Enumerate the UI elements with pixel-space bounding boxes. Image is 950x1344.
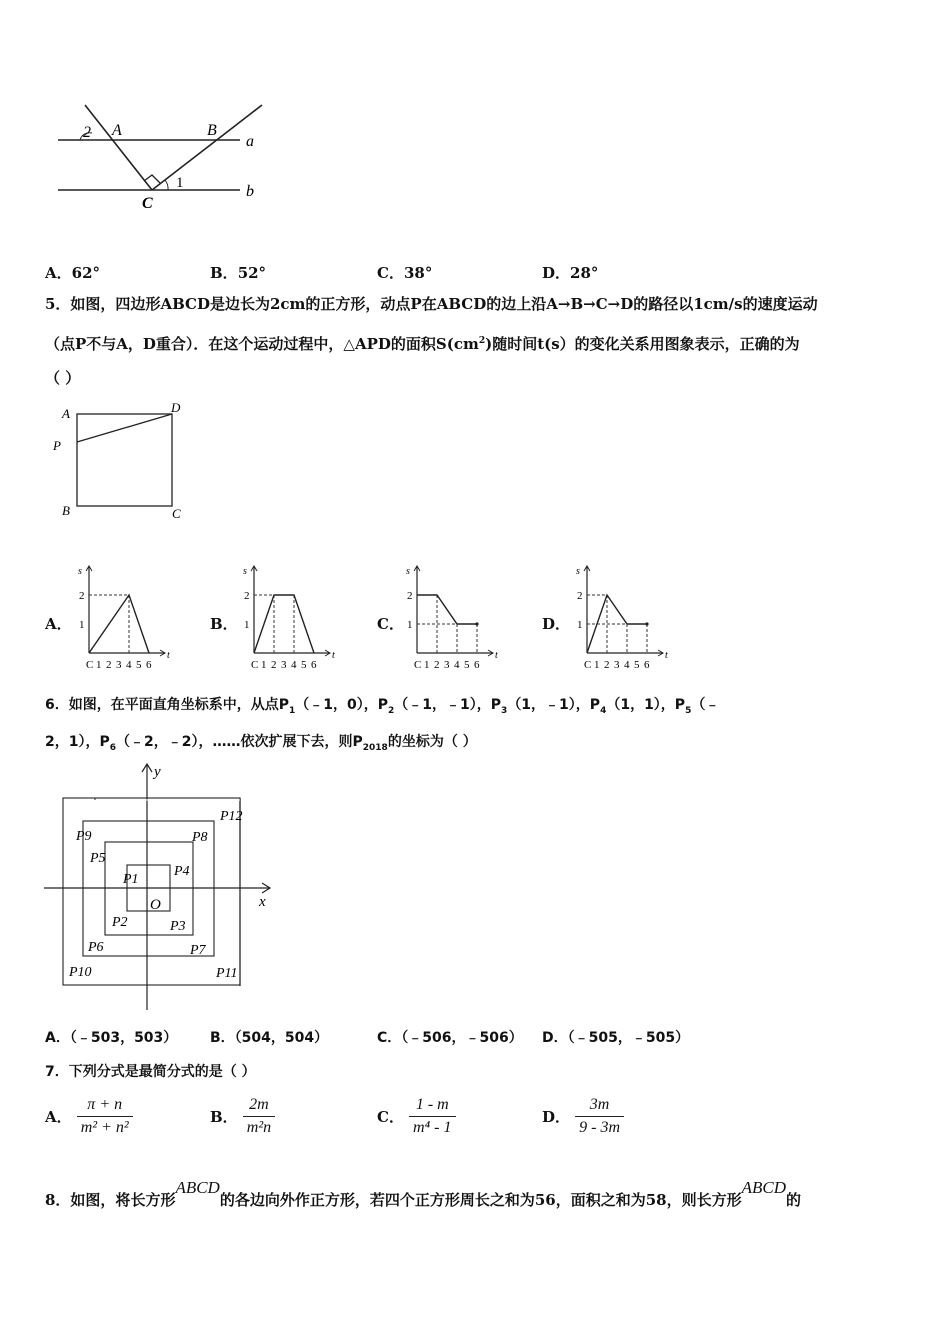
q5-line-2: （点P不与A，D重合）．在这个运动过程中，△APD的面积$S(cm^2)$随时间t(s）的变化关系用图象表示，正确的为 bbox=[45, 335, 800, 353]
q5-line-1: 5．如图，四边形ABCD是边长为2cm的正方形，动点P在ABCD的边上沿A→B→C→D的路径以1cm/s的速度运动 bbox=[45, 295, 818, 313]
svg-text:P10: P10 bbox=[69, 965, 92, 980]
svg-text:y: y bbox=[154, 764, 161, 780]
x-tick-label: C bbox=[251, 659, 259, 671]
x-tick-label: 2 bbox=[271, 659, 277, 671]
x-tick-label: 4 bbox=[291, 659, 297, 671]
y-axis-label: s bbox=[243, 566, 247, 577]
svg-text:P12: P12 bbox=[220, 809, 243, 824]
y-axis-label: s bbox=[406, 566, 410, 577]
x-tick-label: 3 bbox=[444, 659, 450, 671]
x-tick-label: C bbox=[86, 659, 94, 671]
q6-line-1: 6．如图，在平面直角坐标系中，从点$P_1(﹣1$，0），$P_2(﹣1$，﹣1），$P_3(1$，﹣1），$P_4(1$，1），$P_5(﹣$ bbox=[45, 697, 720, 716]
svg-text:P4: P4 bbox=[174, 864, 190, 879]
svg-text:P2: P2 bbox=[112, 915, 128, 930]
q4-label-a: a bbox=[246, 133, 254, 150]
x-axis-label: t bbox=[332, 650, 335, 661]
svg-text:x: x bbox=[259, 894, 266, 910]
x-tick-label: 4 bbox=[126, 659, 132, 671]
q5-square-figure bbox=[45, 400, 195, 525]
q4-option-b[interactable]: B．52° bbox=[210, 264, 267, 282]
q6-option-c[interactable]: C．（﹣506，﹣506） bbox=[377, 1030, 523, 1046]
svg-text:P11: P11 bbox=[216, 966, 238, 981]
x-tick-label: 6 bbox=[474, 659, 480, 671]
q5-line-3: （ ） bbox=[45, 369, 81, 387]
x-tick-label: 5 bbox=[301, 659, 307, 671]
q5-graph-b[interactable] bbox=[240, 560, 360, 675]
q4-option-a[interactable]: A．62° bbox=[45, 264, 101, 282]
x-tick-label: 5 bbox=[136, 659, 142, 671]
svg-text:P7: P7 bbox=[190, 943, 206, 958]
x-tick-label: 2 bbox=[434, 659, 440, 671]
x-tick-label: 4 bbox=[454, 659, 460, 671]
area-curve bbox=[89, 595, 149, 653]
svg-text:A: A bbox=[62, 406, 70, 421]
x-tick-label: 3 bbox=[116, 659, 122, 671]
x-tick-label: 1 bbox=[594, 659, 600, 671]
q5-option-a[interactable]: A． bbox=[45, 615, 72, 633]
q5-option-d[interactable]: D． bbox=[542, 615, 571, 633]
q7-stem: 7．下列分式是最简分式的是（ ） bbox=[45, 1064, 256, 1080]
q4-label-B: B bbox=[207, 122, 217, 139]
x-tick-label: 3 bbox=[281, 659, 287, 671]
x-axis-label: t bbox=[665, 650, 668, 661]
q7-option-b[interactable]: B． $\frac{2m}{\text{m²n}}$ bbox=[210, 1094, 275, 1139]
svg-text:P9: P9 bbox=[76, 829, 92, 844]
q5-option-b[interactable]: B． bbox=[210, 615, 238, 633]
q5-graph-c[interactable] bbox=[403, 560, 523, 675]
x-tick-label: C bbox=[414, 659, 422, 671]
q4-label-C: C bbox=[142, 195, 153, 212]
x-tick-label: 1 bbox=[96, 659, 102, 671]
x-axis-label: t bbox=[167, 650, 170, 661]
q4-label-1: 1 bbox=[176, 175, 184, 191]
x-axis-label: t bbox=[495, 650, 498, 661]
svg-text:B: B bbox=[62, 503, 70, 518]
svg-text:D: D bbox=[171, 400, 181, 415]
x-tick-label: 6 bbox=[146, 659, 152, 671]
svg-text:P8: P8 bbox=[192, 830, 208, 845]
q4-label-A: A bbox=[112, 122, 122, 139]
x-tick-label: 5 bbox=[634, 659, 640, 671]
svg-text:P1: P1 bbox=[123, 872, 139, 887]
x-tick-label: 6 bbox=[311, 659, 317, 671]
q7-option-d[interactable]: D． $\frac{3m}{9 - 3m}$ bbox=[542, 1094, 624, 1139]
q6-option-a[interactable]: A．（﹣503，503） bbox=[45, 1030, 178, 1046]
area-curve bbox=[254, 595, 314, 653]
q5-graph-a[interactable] bbox=[75, 560, 195, 675]
x-tick-label: 6 bbox=[644, 659, 650, 671]
x-tick-label: 5 bbox=[464, 659, 470, 671]
svg-text:C: C bbox=[172, 506, 181, 521]
svg-text:P: P bbox=[53, 438, 61, 453]
q4-label-2: 2 bbox=[83, 124, 91, 141]
q8-stem: 8．如图，将长方形ABCD的各边向外作正方形，若四个正方形周长之和为56，面积之和为58，则长方形ABCD的 bbox=[45, 1178, 802, 1209]
x-tick-label: 2 bbox=[106, 659, 112, 671]
y-axis-label: s bbox=[576, 566, 580, 577]
area-curve bbox=[417, 595, 477, 624]
x-tick-label: C bbox=[584, 659, 592, 671]
y-tick-label: 2 bbox=[577, 590, 583, 602]
y-axis-label: s bbox=[78, 566, 82, 577]
svg-text:P3: P3 bbox=[170, 919, 186, 934]
q6-line-2: 2，1），$P_6(﹣2$，﹣2），……依次扩展下去，则$P_{2018}$的坐标为（ ） bbox=[45, 734, 477, 753]
q7-option-a[interactable]: A． $\frac{\pi + n}{\text{m² + n²}}$ bbox=[45, 1094, 133, 1139]
q4-parallel-lines-figure bbox=[40, 95, 280, 225]
end-point bbox=[645, 622, 648, 625]
q5-graph-d[interactable] bbox=[573, 560, 693, 675]
y-tick-label: 1 bbox=[407, 619, 413, 631]
q4-label-b: b bbox=[246, 183, 254, 200]
q4-option-c[interactable]: C．38° bbox=[377, 264, 433, 282]
y-tick-label: 2 bbox=[407, 590, 413, 602]
q7-option-c[interactable]: C． $\frac{1 - m}{\text{m⁴ - 1}}$ bbox=[377, 1094, 456, 1139]
q6-spiral-figure bbox=[40, 758, 280, 1013]
y-tick-label: 1 bbox=[244, 619, 250, 631]
y-tick-label: 1 bbox=[79, 619, 85, 631]
y-tick-label: 2 bbox=[79, 590, 85, 602]
q6-option-d[interactable]: D．（﹣505，﹣505） bbox=[542, 1030, 690, 1046]
y-tick-label: 1 bbox=[577, 619, 583, 631]
x-tick-label: 1 bbox=[261, 659, 267, 671]
q6-option-b[interactable]: B．（504，504） bbox=[210, 1030, 329, 1046]
x-tick-label: 3 bbox=[614, 659, 620, 671]
x-tick-label: 2 bbox=[604, 659, 610, 671]
svg-text:P5: P5 bbox=[90, 851, 106, 866]
x-tick-label: 4 bbox=[624, 659, 630, 671]
x-tick-label: 1 bbox=[424, 659, 430, 671]
q5-option-c[interactable]: C． bbox=[377, 615, 404, 633]
end-point bbox=[475, 622, 478, 625]
y-tick-label: 2 bbox=[244, 590, 250, 602]
svg-text:P6: P6 bbox=[88, 940, 104, 955]
q4-option-d[interactable]: D．28° bbox=[542, 264, 599, 282]
svg-text:O: O bbox=[150, 897, 161, 913]
